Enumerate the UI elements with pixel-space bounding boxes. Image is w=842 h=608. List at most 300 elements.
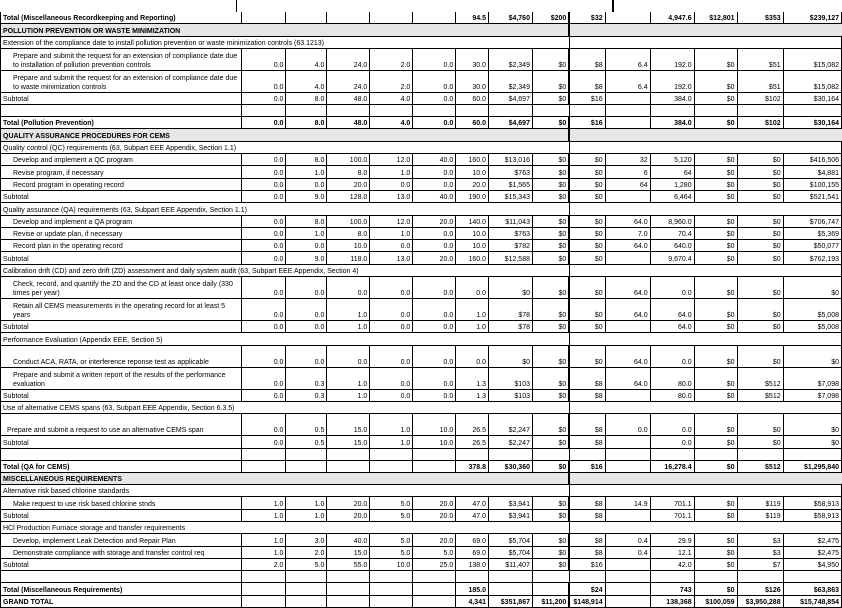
row-label: Total (Pollution Prevention) [1,117,242,129]
value-cell: $2,349 [489,70,533,92]
spacer-cell [489,571,533,583]
value-cell: 0.0 [242,321,286,333]
value-cell: $16 [569,558,605,570]
value-cell: 20.0 [413,252,456,264]
value-cell: 30.0 [456,48,489,70]
category-row [1,141,842,153]
value-cell: $2,349 [489,48,533,70]
value-cell: 15.0 [327,436,370,448]
category-row [1,203,842,215]
spacer-cell [456,571,489,583]
subtotal-row [1,389,842,401]
value-cell: 1.0 [286,509,327,521]
value-cell: $0 [532,546,569,558]
spacer-cell [489,105,533,117]
value-cell: 14.9 [605,497,650,509]
value-cell: $2,247 [489,436,533,448]
spacer-cell [650,448,694,460]
value-cell: 0.0 [650,414,694,436]
value-cell: 160.0 [456,252,489,264]
category-row [1,264,842,276]
table-row [1,48,842,70]
value-cell: $4,697 [489,117,533,129]
value-cell: $0 [532,117,569,129]
spacer-cell [242,448,286,460]
section-header-fill [569,472,841,484]
value-cell [370,595,413,607]
value-cell: $0 [532,166,569,178]
value-cell: 6,464 [650,190,694,202]
value-cell: $0 [783,345,841,367]
value-cell [286,460,327,472]
value-cell: $0 [694,583,737,595]
value-cell: 8.0 [286,215,327,227]
value-cell: 192.0 [650,48,694,70]
value-cell: 1.0 [242,497,286,509]
value-cell [286,12,327,24]
value-cell: 26.5 [456,414,489,436]
row-label: Subtotal [1,436,242,448]
value-cell: $8 [569,389,605,401]
value-cell: $0 [569,321,605,333]
value-cell: 13.0 [370,252,413,264]
value-cell [242,595,286,607]
value-cell: 0.0 [242,299,286,321]
value-cell: $8 [569,497,605,509]
value-cell: 16,278.4 [650,460,694,472]
value-cell: $100,155 [783,178,841,190]
value-cell [242,583,286,595]
value-cell: $4,881 [783,166,841,178]
value-cell [605,321,650,333]
value-cell: 60.0 [456,92,489,104]
value-cell: 0.0 [242,215,286,227]
value-cell: $0 [532,277,569,299]
value-cell: 1.0 [286,166,327,178]
value-cell: $0 [532,389,569,401]
value-cell: 0.0 [605,414,650,436]
category-fill [569,522,841,534]
value-cell: $5,704 [489,534,533,546]
value-cell: 0.0 [413,345,456,367]
value-cell: 0.4 [605,546,650,558]
value-cell: 10.0 [413,436,456,448]
spacer-cell [605,105,650,117]
value-cell: 0.0 [413,299,456,321]
value-cell: $58,913 [783,509,841,521]
value-cell: $0 [783,414,841,436]
value-cell: 5.0 [370,546,413,558]
value-cell: 5.0 [370,534,413,546]
value-cell: $0 [694,558,737,570]
value-cell: 0.0 [650,436,694,448]
row-label: Subtotal [1,509,242,521]
value-cell: $103 [489,389,533,401]
value-cell: $78 [489,299,533,321]
category-row [1,333,842,345]
value-cell: $5,008 [783,321,841,333]
value-cell: 0.0 [413,117,456,129]
total-row [1,595,842,607]
value-cell: 20.0 [327,497,370,509]
table-row [1,215,842,227]
value-cell: $0 [489,345,533,367]
value-cell: 12.1 [650,546,694,558]
value-cell: 0.0 [413,48,456,70]
value-cell: $0 [737,190,783,202]
value-cell [370,583,413,595]
value-cell: 47.0 [456,509,489,521]
value-cell: $51 [737,48,783,70]
spacer-cell [532,448,569,460]
value-cell [327,583,370,595]
value-cell: $0 [569,178,605,190]
value-cell: 8.0 [327,227,370,239]
value-cell: $762,193 [783,252,841,264]
value-cell: 0.5 [286,436,327,448]
value-cell: $0 [737,321,783,333]
value-cell: $0 [532,436,569,448]
value-cell: 10.0 [456,227,489,239]
value-cell: $8 [569,509,605,521]
value-cell [605,509,650,521]
spacer-cell [370,448,413,460]
value-cell: 118.0 [327,252,370,264]
value-cell [370,460,413,472]
value-cell: 8.0 [286,117,327,129]
value-cell: $0 [532,497,569,509]
value-cell [327,12,370,24]
subtotal-row [1,509,842,521]
value-cell: 0.0 [242,389,286,401]
value-cell: 24.0 [327,70,370,92]
value-cell: 48.0 [327,117,370,129]
value-cell: $0 [737,154,783,166]
value-cell: $0 [737,240,783,252]
value-cell: $119 [737,509,783,521]
row-label: Develop, implement Leak Detection and Repair Plan [1,534,242,546]
value-cell: $0 [532,367,569,389]
value-cell [532,583,569,595]
value-cell: $0 [569,166,605,178]
value-cell: $0 [694,299,737,321]
value-cell: 30.0 [456,70,489,92]
value-cell: 0.0 [286,178,327,190]
value-cell: 4,947.6 [650,12,694,24]
value-cell: $78 [489,321,533,333]
spacer-cell [532,571,569,583]
value-cell: 0.0 [242,436,286,448]
value-cell: 1.0 [370,227,413,239]
row-label: Revise or update plan, if necessary [1,227,242,239]
value-cell: $0 [694,48,737,70]
table-row [1,497,842,509]
value-cell: 64.0 [605,240,650,252]
value-cell: 0.0 [242,367,286,389]
value-cell: 8,960.0 [650,215,694,227]
spacer-cell [650,571,694,583]
spacer-cell [783,571,841,583]
value-cell: $0 [532,509,569,521]
value-cell: $1,565 [489,178,533,190]
value-cell: 0.0 [456,277,489,299]
value-cell: 1,280 [650,178,694,190]
value-cell: 0.0 [242,252,286,264]
value-cell: 0.5 [286,414,327,436]
value-cell: $24 [569,583,605,595]
value-cell: $30,164 [783,92,841,104]
value-cell: $148,914 [569,595,605,607]
value-cell: $0 [737,436,783,448]
value-cell: 0.0 [286,321,327,333]
value-cell: 20.0 [456,178,489,190]
value-cell: $8 [569,546,605,558]
value-cell: 64.0 [605,345,650,367]
value-cell: 80.0 [650,367,694,389]
value-cell: $0 [694,227,737,239]
value-cell: $8 [569,70,605,92]
value-cell: $0 [694,414,737,436]
spacer-cell [242,105,286,117]
value-cell: $2,247 [489,414,533,436]
value-cell: $63,863 [783,583,841,595]
value-cell: $0 [694,345,737,367]
value-cell: $0 [569,215,605,227]
spacer-cell [286,105,327,117]
value-cell: 12.0 [370,154,413,166]
value-cell: $7,098 [783,367,841,389]
value-cell: 0.0 [327,277,370,299]
value-cell: $0 [737,299,783,321]
value-cell: $0 [532,178,569,190]
value-cell: $763 [489,166,533,178]
table-row [1,414,842,436]
burden-table [0,12,842,608]
value-cell: 1.0 [242,534,286,546]
value-cell: 4.0 [370,117,413,129]
value-cell: 743 [650,583,694,595]
value-cell: $0 [737,277,783,299]
value-cell: $0 [489,277,533,299]
value-cell: $0 [694,70,737,92]
value-cell: 0.0 [370,321,413,333]
value-cell [413,460,456,472]
value-cell: $0 [737,166,783,178]
row-label: Revise program, if necessary [1,166,242,178]
table-row [1,299,842,321]
value-cell: 0.0 [242,414,286,436]
value-cell: 40.0 [413,154,456,166]
value-cell [605,117,650,129]
table-body [1,12,842,607]
value-cell: 10.0 [413,414,456,436]
section-header-row [1,472,842,484]
row-label: Prepare and submit a request to use an alternative CEMS span [1,414,242,436]
table-row [1,367,842,389]
value-cell: 1.0 [242,546,286,558]
spacer-cell [694,105,737,117]
value-cell: 160.0 [456,154,489,166]
value-cell: 0.0 [242,117,286,129]
value-cell: 69.0 [456,534,489,546]
value-cell: $0 [694,497,737,509]
value-cell: $521,541 [783,190,841,202]
value-cell [605,389,650,401]
value-cell: 0.4 [605,534,650,546]
value-cell: $4,950 [783,558,841,570]
value-cell: 29.9 [650,534,694,546]
section-header-label: POLLUTION PREVENTION OR WASTE MINIMIZATION [1,24,570,36]
spacer-cell [694,448,737,460]
row-label: Retain all CEMS measurements in the operating record for at least 5 years [1,299,242,321]
value-cell: $0 [694,277,737,299]
value-cell: $0 [532,534,569,546]
value-cell: $16 [569,460,605,472]
subtotal-row [1,436,842,448]
value-cell: 190.0 [456,190,489,202]
table-row [1,240,842,252]
value-cell: $119 [737,497,783,509]
value-cell: 64.0 [605,215,650,227]
value-cell: 0.0 [413,277,456,299]
value-cell: 0.0 [242,154,286,166]
value-cell: 0.0 [286,345,327,367]
category-label: Calibration drift (CD) and zero drift (ZD) assessment and daily system audit (63, Subpart EEE Appendix, Section 4) [1,264,570,276]
category-label: Quality control (QC) requirements (63, Subpart EEE Appendix, Section 1.1) [1,141,570,153]
value-cell: $102 [737,117,783,129]
value-cell: $58,913 [783,497,841,509]
spacer-cell [370,571,413,583]
value-cell: $1,295,840 [783,460,841,472]
table-row [1,227,842,239]
value-cell: 0.0 [370,299,413,321]
value-cell: 24.0 [327,48,370,70]
value-cell: 138,368 [650,595,694,607]
subtotal-row [1,252,842,264]
value-cell: $0 [694,117,737,129]
value-cell: $353 [737,12,783,24]
row-label: Subtotal [1,252,242,264]
value-cell: $0 [569,240,605,252]
value-cell: 15.0 [327,414,370,436]
spacer-cell [737,571,783,583]
value-cell: 0.0 [370,389,413,401]
value-cell: $8 [569,534,605,546]
value-cell: $0 [694,534,737,546]
value-cell: $51 [737,70,783,92]
category-row [1,401,842,413]
row-label: Total (QA for CEMS) [1,460,242,472]
value-cell: 4.0 [286,48,327,70]
value-cell: 701.1 [650,509,694,521]
value-cell: $5,369 [783,227,841,239]
value-cell: $0 [569,277,605,299]
spacer-cell [242,571,286,583]
value-cell: 3.0 [286,534,327,546]
value-cell: $0 [532,154,569,166]
value-cell: 5.0 [413,546,456,558]
value-cell [605,12,650,24]
value-cell: $0 [737,215,783,227]
value-cell: 64.0 [605,299,650,321]
spacer-cell [1,448,242,460]
value-cell: 6 [605,166,650,178]
value-cell: $0 [783,436,841,448]
value-cell: 10.0 [456,166,489,178]
value-cell: 4.0 [370,92,413,104]
category-row [1,36,842,48]
value-cell: 1.0 [327,321,370,333]
value-cell: 40.0 [413,190,456,202]
value-cell: 20.0 [413,534,456,546]
table-row [1,178,842,190]
value-cell: $0 [694,460,737,472]
category-fill [569,203,841,215]
value-cell: $0 [737,345,783,367]
value-cell: $16 [569,117,605,129]
value-cell: 0.0 [650,345,694,367]
value-cell: $0 [569,227,605,239]
table-row [1,546,842,558]
spacer-cell [327,571,370,583]
value-cell: $11,043 [489,215,533,227]
value-cell [413,12,456,24]
value-cell: 55.0 [327,558,370,570]
value-cell: $0 [737,414,783,436]
value-cell: 378.8 [456,460,489,472]
value-cell: 1.0 [370,414,413,436]
value-cell: $50,077 [783,240,841,252]
value-cell: 64.0 [650,299,694,321]
value-cell: 0.0 [413,389,456,401]
value-cell: $0 [532,190,569,202]
value-cell: $0 [532,252,569,264]
value-cell: 1.0 [286,497,327,509]
value-cell: 0.0 [242,277,286,299]
value-cell: 32 [605,154,650,166]
value-cell [605,595,650,607]
value-cell: 42.0 [650,558,694,570]
value-cell: $0 [532,240,569,252]
value-cell: $0 [694,321,737,333]
value-cell: 20.0 [413,497,456,509]
value-cell: 1.0 [327,389,370,401]
spacer-cell [650,105,694,117]
value-cell: 9,670.4 [650,252,694,264]
value-cell: $706,747 [783,215,841,227]
value-cell: 1.0 [370,436,413,448]
value-cell: $3,941 [489,509,533,521]
value-cell: 15.0 [327,546,370,558]
value-cell: 8.0 [286,154,327,166]
value-cell: 192.0 [650,70,694,92]
value-cell: $2,475 [783,534,841,546]
value-cell [286,595,327,607]
value-cell: $0 [694,367,737,389]
value-cell: 0.0 [370,178,413,190]
category-label: Use of alternative CEMS spans (63, Subpart EEE Appendix, Section 6.3.5) [1,401,570,413]
value-cell: $12,588 [489,252,533,264]
spacer-cell [569,448,605,460]
spacer-cell [569,105,605,117]
value-cell: $12,801 [694,12,737,24]
value-cell: $0 [694,546,737,558]
value-cell [605,252,650,264]
value-cell: 7.0 [605,227,650,239]
value-cell: $8 [569,414,605,436]
subtotal-row [1,190,842,202]
spacer-cell [737,448,783,460]
